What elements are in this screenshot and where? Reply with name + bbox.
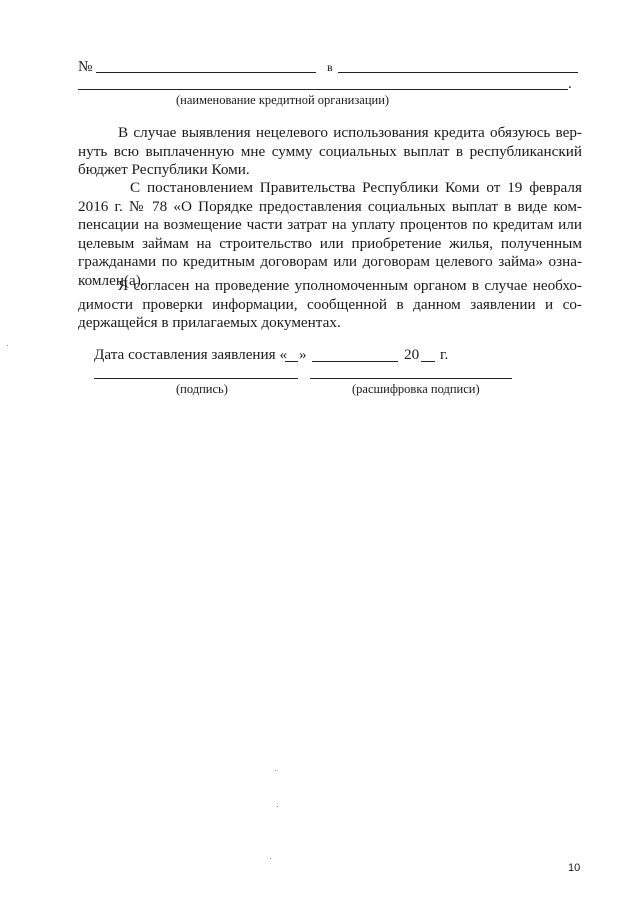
date-close-quote: » <box>299 346 307 363</box>
scan-speck <box>275 770 276 771</box>
year-prefix: 20 <box>404 346 420 363</box>
signature-caption: (подпись) <box>176 382 228 396</box>
p3-line-1: Я согласен на проведение уполномоченным органом в случае необхо- <box>118 277 582 294</box>
p1-line-3: бюджет Республики Коми. <box>78 161 250 179</box>
p2-line-4: целевым займам на строительство или приобретение жилья, полученным <box>78 234 582 252</box>
p2-line-5: гражданами по кредитным договорам или договорам целевого займа» озна- <box>78 253 582 271</box>
paragraph-refund <box>78 124 582 180</box>
month-blank <box>312 361 398 362</box>
number-sign: № <box>78 58 93 75</box>
bank-name-blank <box>78 89 568 90</box>
number-blank <box>96 72 316 73</box>
p2-line-6: комлен(а). <box>78 271 145 289</box>
signature-blank <box>94 378 298 379</box>
bank-blank <box>338 72 578 73</box>
scan-speck <box>277 806 278 807</box>
signature-decode-blank <box>310 378 512 379</box>
p3-line-2: димости проверки информации, сообщенной в данном заявлении и со- <box>78 295 582 313</box>
trailing-dot: . <box>568 75 572 92</box>
bank-caption: (наименование кредитной организации) <box>176 93 390 107</box>
p2-line-1: С постановлением Правительства Республики Коми от 19 февраля <box>130 179 582 196</box>
p3-line-3: держащейся в прилагаемых документах. <box>78 314 341 332</box>
year-suffix: г. <box>440 346 449 363</box>
year-blank <box>421 361 435 362</box>
p2-line-3: пенсации на возмещение части затрат на уплату процентов по кредитам или <box>78 216 582 234</box>
paragraph-resolution <box>78 179 582 291</box>
page-number: 10 <box>568 862 581 874</box>
scan-speck <box>7 345 8 346</box>
in-word: в <box>327 60 333 74</box>
scan-speck <box>270 858 271 859</box>
signature-decode-caption: (расшифровка подписи) <box>352 382 480 396</box>
day-blank <box>285 361 298 362</box>
p1-line-2: нуть всю выплаченную мне сумму социальных выплат в республиканский <box>78 142 582 160</box>
p2-line-2: 2016 г. № 78 «О Порядке предоставления социальных выплат в виде ком- <box>78 197 582 215</box>
p1-line-1: В случае выявления нецелевого использования кредита обязуюсь вер- <box>118 124 582 141</box>
paragraph-consent <box>78 277 582 333</box>
date-label: Дата составления заявления « <box>94 346 288 363</box>
